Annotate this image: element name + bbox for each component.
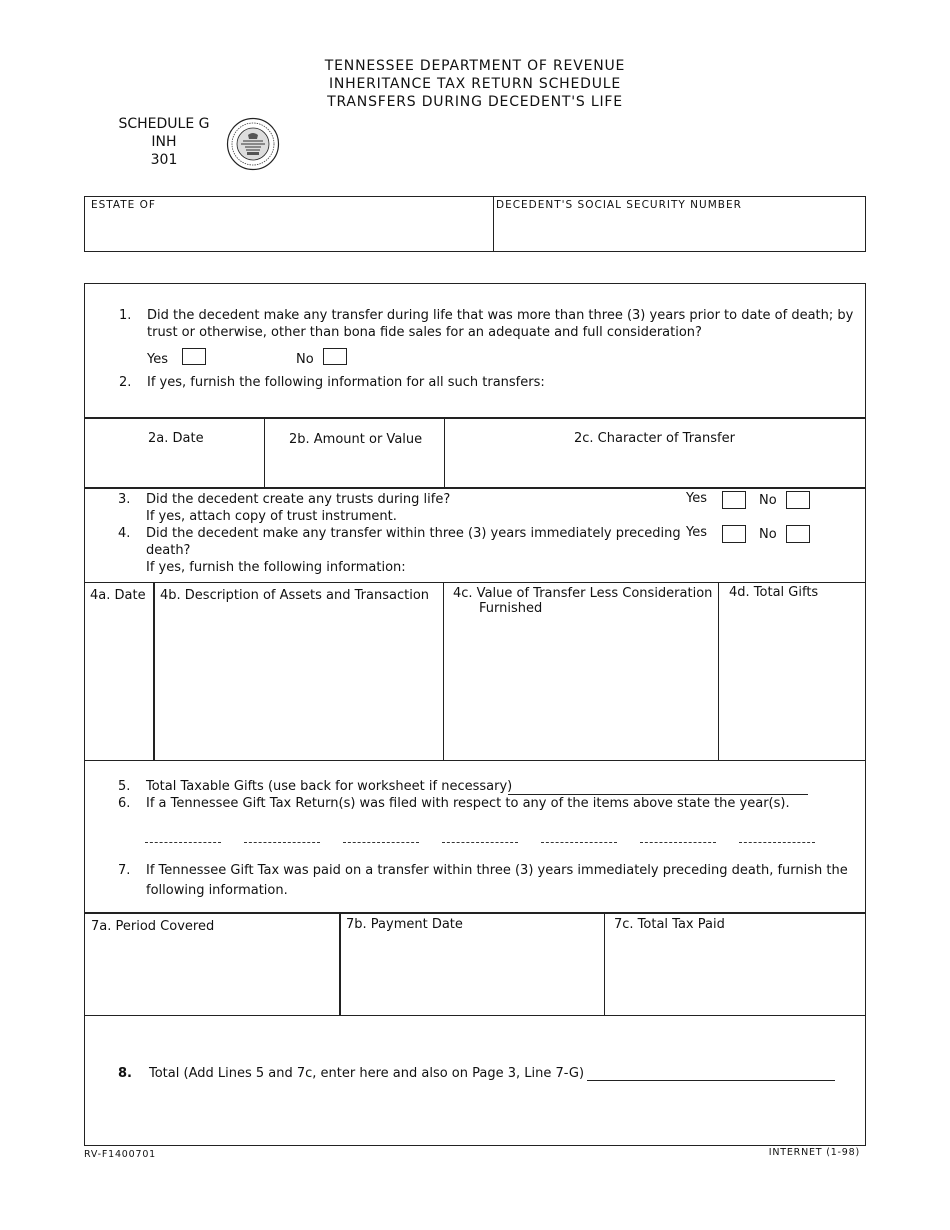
table2-top-border xyxy=(84,417,866,419)
q2-text: If yes, furnish the following information for all such transfers: xyxy=(147,375,545,390)
header-line-1: TENNESSEE DEPARTMENT OF REVENUE xyxy=(324,58,626,74)
table2-col-date: 2a. Date xyxy=(148,431,204,446)
divider xyxy=(493,196,494,252)
q3-text-1: Did the decedent create any trusts during life? xyxy=(146,492,451,507)
ssn-label: DECEDENT'S SOCIAL SECURITY NUMBER xyxy=(496,199,742,211)
q3-yes-label: Yes xyxy=(686,491,707,506)
q7-text-1: If Tennessee Gift Tax was paid on a transfer within three (3) years immediately preceding death, furnish the xyxy=(146,863,848,878)
header-line-2: INHERITANCE TAX RETURN SCHEDULE xyxy=(328,76,622,92)
table7-total-tax-field[interactable] xyxy=(606,940,864,1013)
footer-version: INTERNET (1-98) xyxy=(768,1147,860,1158)
table2-col-amount: 2b. Amount or Value xyxy=(289,432,423,447)
q4-text-3: If yes, furnish the following information: xyxy=(146,560,406,575)
q4-yes-label: Yes xyxy=(686,525,707,540)
q6-year-field[interactable] xyxy=(442,842,518,843)
table2-col-character: 2c. Character of Transfer xyxy=(574,431,735,446)
table4-total-field[interactable] xyxy=(720,620,864,758)
q1-text-2: trust or otherwise, other than bona fide sales for an adequate and full consideration? xyxy=(147,325,702,340)
q1-yes-label: Yes xyxy=(147,352,168,367)
q6-year-field[interactable] xyxy=(541,842,617,843)
table4-date-field[interactable] xyxy=(86,620,152,758)
q3-no-label: No xyxy=(759,493,777,508)
table4-top-border xyxy=(84,582,866,583)
table4-col-value-1: 4c. Value of Transfer Less Consideration xyxy=(453,586,713,601)
q5-input-line[interactable] xyxy=(508,794,808,795)
estate-of-field[interactable] xyxy=(86,212,491,250)
table4-col-value-2: Furnished xyxy=(479,601,543,616)
table7-col-total-tax: 7c. Total Tax Paid xyxy=(614,917,725,932)
q1-no-label: No xyxy=(296,352,314,367)
table2-character-field[interactable] xyxy=(446,450,864,485)
q7-number: 7. xyxy=(118,863,131,878)
divider xyxy=(443,583,444,760)
table7-bottom-border xyxy=(84,1015,866,1016)
schedule-label: SCHEDULE G xyxy=(118,116,210,132)
table4-bottom-border xyxy=(84,760,866,761)
q1-text-1: Did the decedent make any transfer during life that was more than three (3) years prior to date of death; by xyxy=(147,308,854,323)
q4-no-label: No xyxy=(759,527,777,542)
q8-input-line[interactable] xyxy=(587,1080,835,1081)
header-line-3: TRANSFERS DURING DECEDENT'S LIFE xyxy=(327,94,623,110)
q5-text: Total Taxable Gifts (use back for worksheet if necessary) xyxy=(146,779,513,794)
table7-col-payment-date: 7b. Payment Date xyxy=(346,917,463,932)
q4-yes-checkbox[interactable] xyxy=(722,525,746,543)
q4-text-2: death? xyxy=(146,543,191,558)
q7-text-2: following information. xyxy=(146,883,288,898)
q8-number: 8. xyxy=(118,1066,132,1081)
table7-top-border xyxy=(84,912,866,914)
q6-year-field[interactable] xyxy=(145,842,221,843)
q3-number: 3. xyxy=(118,492,131,507)
form-number: 301 xyxy=(150,152,178,168)
q1-no-checkbox[interactable] xyxy=(323,348,347,365)
q3-no-checkbox[interactable] xyxy=(786,491,810,509)
table7-period-field[interactable] xyxy=(86,940,338,1013)
divider xyxy=(339,913,341,1015)
q4-no-checkbox[interactable] xyxy=(786,525,810,543)
table2-date-field[interactable] xyxy=(86,450,263,485)
table2-bottom-border xyxy=(84,487,866,489)
q4-number: 4. xyxy=(118,526,131,541)
form-code: INH xyxy=(151,134,177,150)
q6-year-field[interactable] xyxy=(244,842,320,843)
state-seal-icon xyxy=(226,117,280,171)
divider xyxy=(264,418,265,487)
divider xyxy=(718,583,719,760)
q8-text: Total (Add Lines 5 and 7c, enter here and also on Page 3, Line 7-G) xyxy=(149,1066,585,1081)
table4-description-field[interactable] xyxy=(156,620,442,758)
ssn-field[interactable] xyxy=(495,212,864,250)
table7-payment-date-field[interactable] xyxy=(342,940,603,1013)
table7-col-period: 7a. Period Covered xyxy=(91,919,215,934)
q1-number: 1. xyxy=(119,308,132,323)
q6-text: If a Tennessee Gift Tax Return(s) was filed with respect to any of the items above state the year(s). xyxy=(146,796,790,811)
divider xyxy=(604,913,605,1015)
q1-yes-checkbox[interactable] xyxy=(182,348,206,365)
estate-of-label: ESTATE OF xyxy=(91,199,156,211)
q6-year-field[interactable] xyxy=(640,842,716,843)
table2-amount-field[interactable] xyxy=(266,450,443,485)
table4-col-total: 4d. Total Gifts xyxy=(729,585,819,600)
q6-year-field[interactable] xyxy=(739,842,815,843)
divider xyxy=(444,418,445,487)
table4-value-field[interactable] xyxy=(445,620,717,758)
q6-number: 6. xyxy=(118,796,131,811)
q6-year-field[interactable] xyxy=(343,842,419,843)
q2-number: 2. xyxy=(119,375,132,390)
q3-yes-checkbox[interactable] xyxy=(722,491,746,509)
table4-col-description: 4b. Description of Assets and Transaction xyxy=(160,588,430,603)
table4-col-date: 4a. Date xyxy=(90,588,146,603)
divider xyxy=(153,583,155,760)
q5-number: 5. xyxy=(118,779,131,794)
footer-form-id: RV-F1400701 xyxy=(84,1149,157,1160)
q4-text-1: Did the decedent make any transfer within three (3) years immediately preceding xyxy=(146,526,681,541)
q3-text-2: If yes, attach copy of trust instrument. xyxy=(146,509,397,524)
